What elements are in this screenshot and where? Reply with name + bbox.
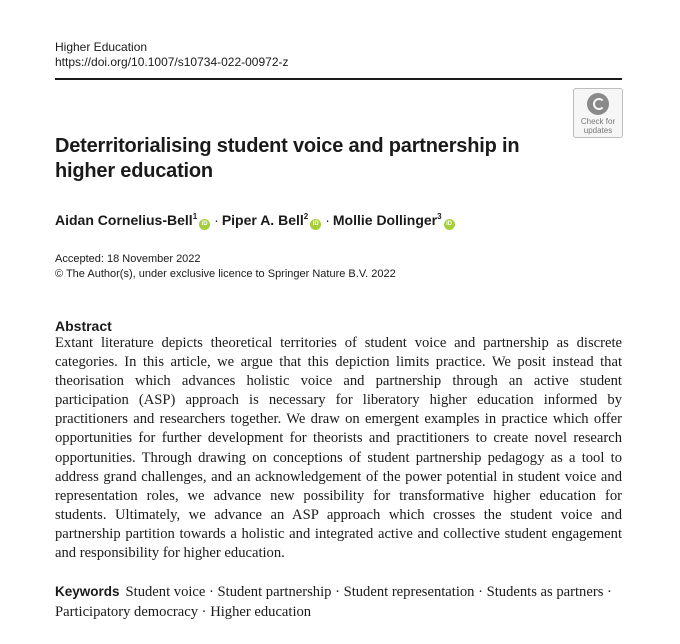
article-meta: [55, 252, 396, 282]
keywords-section: [55, 582, 622, 622]
author-separator: ·: [325, 212, 330, 228]
author-name[interactable]: Aidan Cornelius-Bell: [55, 212, 193, 228]
affiliation-marker: 2: [303, 212, 309, 221]
keywords-label: Keywords: [55, 584, 120, 599]
orcid-icon[interactable]: iD: [199, 219, 210, 230]
check-for-updates-icon: [587, 93, 609, 115]
author-name[interactable]: Mollie Dollinger: [332, 212, 438, 228]
abstract-text: Extant literature depicts theoretical territories of student voice and partnership as discrete categories. In this article, we argue that this depiction limits practice. We posit instead that theorisation which advances holistic voice and partnership through an active student participation (ASP) approach is necessary for liberatory higher education informed by practitioners and researchers together. We draw on emergent examples in practice which offer opportunities for further development for theorists and practitioners to create novel research opportunities. Through drawing on conceptions of student partnership pedagogy as a tool to address grand challenges, and an acknowledgement of the power potential in student voice and representation roles, we advance new possibility for transformative higher education for students. Ultimately, we advance an ASP approach which crosses the student voice and partnership partition towards a holistic and integrated active and collective student engagement and responsibility for higher education.: [55, 335, 622, 562]
author-separator: ·: [214, 212, 219, 228]
header-rule: [55, 78, 622, 80]
article-title: Deterritorialising student voice and partnership in higher education: [55, 135, 520, 182]
check-for-updates-badge[interactable]: [573, 88, 623, 138]
author-list: [55, 207, 456, 230]
affiliation-marker: 3: [437, 212, 442, 221]
keywords-list: Student voice · Student partnership · Student representation · Students as partners · Participatory democracy · Higher education: [55, 584, 612, 620]
journal-header: [55, 40, 289, 70]
affiliation-marker: 1: [192, 212, 198, 221]
badge-label: Check for updates: [580, 117, 616, 135]
author-name[interactable]: Piper A. Bell: [221, 212, 304, 228]
orcid-icon[interactable]: iD: [444, 219, 455, 230]
copyright-notice: © The Author(s), under exclusive licence to Springer Nature B.V. 2022: [55, 268, 396, 280]
doi-link[interactable]: https://doi.org/10.1007/s10734-022-00972-z: [55, 55, 289, 69]
accepted-date: Accepted: 18 November 2022: [55, 253, 201, 265]
orcid-icon[interactable]: iD: [310, 219, 321, 230]
abstract-heading: Abstract: [55, 318, 112, 334]
journal-name: Higher Education: [55, 40, 148, 54]
